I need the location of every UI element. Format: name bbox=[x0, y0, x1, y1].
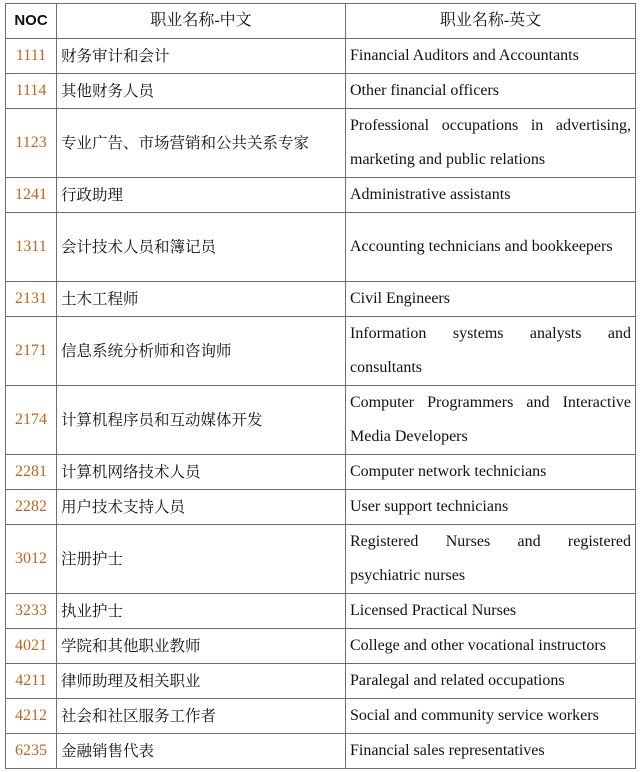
table-row bbox=[6, 594, 636, 629]
noc-code: 1311 bbox=[6, 213, 57, 282]
english-title: Other financial officers bbox=[346, 74, 636, 109]
noc-code: 4021 bbox=[6, 629, 57, 664]
table-row bbox=[6, 282, 636, 317]
noc-code: 1123 bbox=[6, 109, 57, 178]
header-noc: NOC bbox=[6, 4, 57, 39]
english-title: Financial sales representatives bbox=[346, 734, 636, 769]
noc-code: 2174 bbox=[6, 386, 57, 455]
noc-code: 2131 bbox=[6, 282, 57, 317]
noc-code: 3012 bbox=[6, 525, 57, 594]
english-title: Computer network technicians bbox=[346, 455, 636, 490]
table-row bbox=[6, 629, 636, 664]
english-title: Administrative assistants bbox=[346, 178, 636, 213]
chinese-title: 财务审计和会计 bbox=[57, 39, 346, 74]
table-row bbox=[6, 525, 636, 594]
header-chinese-name: 职业名称-中文 bbox=[57, 4, 346, 39]
noc-code: 2282 bbox=[6, 490, 57, 525]
noc-code: 4212 bbox=[6, 699, 57, 734]
noc-code: 3233 bbox=[6, 594, 57, 629]
chinese-title: 其他财务人员 bbox=[57, 74, 346, 109]
table-body bbox=[6, 39, 636, 769]
chinese-title: 执业护士 bbox=[57, 594, 346, 629]
table-row bbox=[6, 213, 636, 282]
header-english-name: 职业名称-英文 bbox=[346, 4, 636, 39]
english-title: Information systems analysts and consultants bbox=[346, 317, 636, 386]
chinese-title: 注册护士 bbox=[57, 525, 346, 594]
noc-code: 1111 bbox=[6, 39, 57, 74]
chinese-title: 金融销售代表 bbox=[57, 734, 346, 769]
table-row bbox=[6, 734, 636, 769]
table-row bbox=[6, 699, 636, 734]
english-title: Social and community service workers bbox=[346, 699, 636, 734]
chinese-title: 计算机网络技术人员 bbox=[57, 455, 346, 490]
chinese-title: 律师助理及相关职业 bbox=[57, 664, 346, 699]
noc-code: 2171 bbox=[6, 317, 57, 386]
english-title: Registered Nurses and registered psychiatric nurses bbox=[346, 525, 636, 594]
table-row bbox=[6, 178, 636, 213]
table-row bbox=[6, 490, 636, 525]
noc-code: 1241 bbox=[6, 178, 57, 213]
chinese-title: 学院和其他职业教师 bbox=[57, 629, 346, 664]
english-title: Accounting technicians and bookkeepers bbox=[346, 213, 636, 282]
noc-code: 4211 bbox=[6, 664, 57, 699]
document-page bbox=[5, 3, 636, 769]
table-row bbox=[6, 386, 636, 455]
noc-code: 6235 bbox=[6, 734, 57, 769]
table-row bbox=[6, 664, 636, 699]
noc-occupation-table bbox=[5, 3, 636, 769]
chinese-title: 用户技术支持人员 bbox=[57, 490, 346, 525]
chinese-title: 信息系统分析师和咨询师 bbox=[57, 317, 346, 386]
table-header-row bbox=[6, 4, 636, 39]
table-row bbox=[6, 74, 636, 109]
english-title: Financial Auditors and Accountants bbox=[346, 39, 636, 74]
english-title: Computer Programmers and Interactive Media Developers bbox=[346, 386, 636, 455]
english-title: Licensed Practical Nurses bbox=[346, 594, 636, 629]
table-row bbox=[6, 109, 636, 178]
english-title: Professional occupations in advertising, marketing and public relations bbox=[346, 109, 636, 178]
english-title: User support technicians bbox=[346, 490, 636, 525]
noc-code: 2281 bbox=[6, 455, 57, 490]
table-row bbox=[6, 317, 636, 386]
table-row bbox=[6, 39, 636, 74]
noc-code: 1114 bbox=[6, 74, 57, 109]
chinese-title: 计算机程序员和互动媒体开发 bbox=[57, 386, 346, 455]
chinese-title: 行政助理 bbox=[57, 178, 346, 213]
table-row bbox=[6, 455, 636, 490]
chinese-title: 土木工程师 bbox=[57, 282, 346, 317]
english-title: Paralegal and related occupations bbox=[346, 664, 636, 699]
chinese-title: 专业广告、市场营销和公共关系专家 bbox=[57, 109, 346, 178]
english-title: College and other vocational instructors bbox=[346, 629, 636, 664]
chinese-title: 社会和社区服务工作者 bbox=[57, 699, 346, 734]
chinese-title: 会计技术人员和簿记员 bbox=[57, 213, 346, 282]
english-title: Civil Engineers bbox=[346, 282, 636, 317]
